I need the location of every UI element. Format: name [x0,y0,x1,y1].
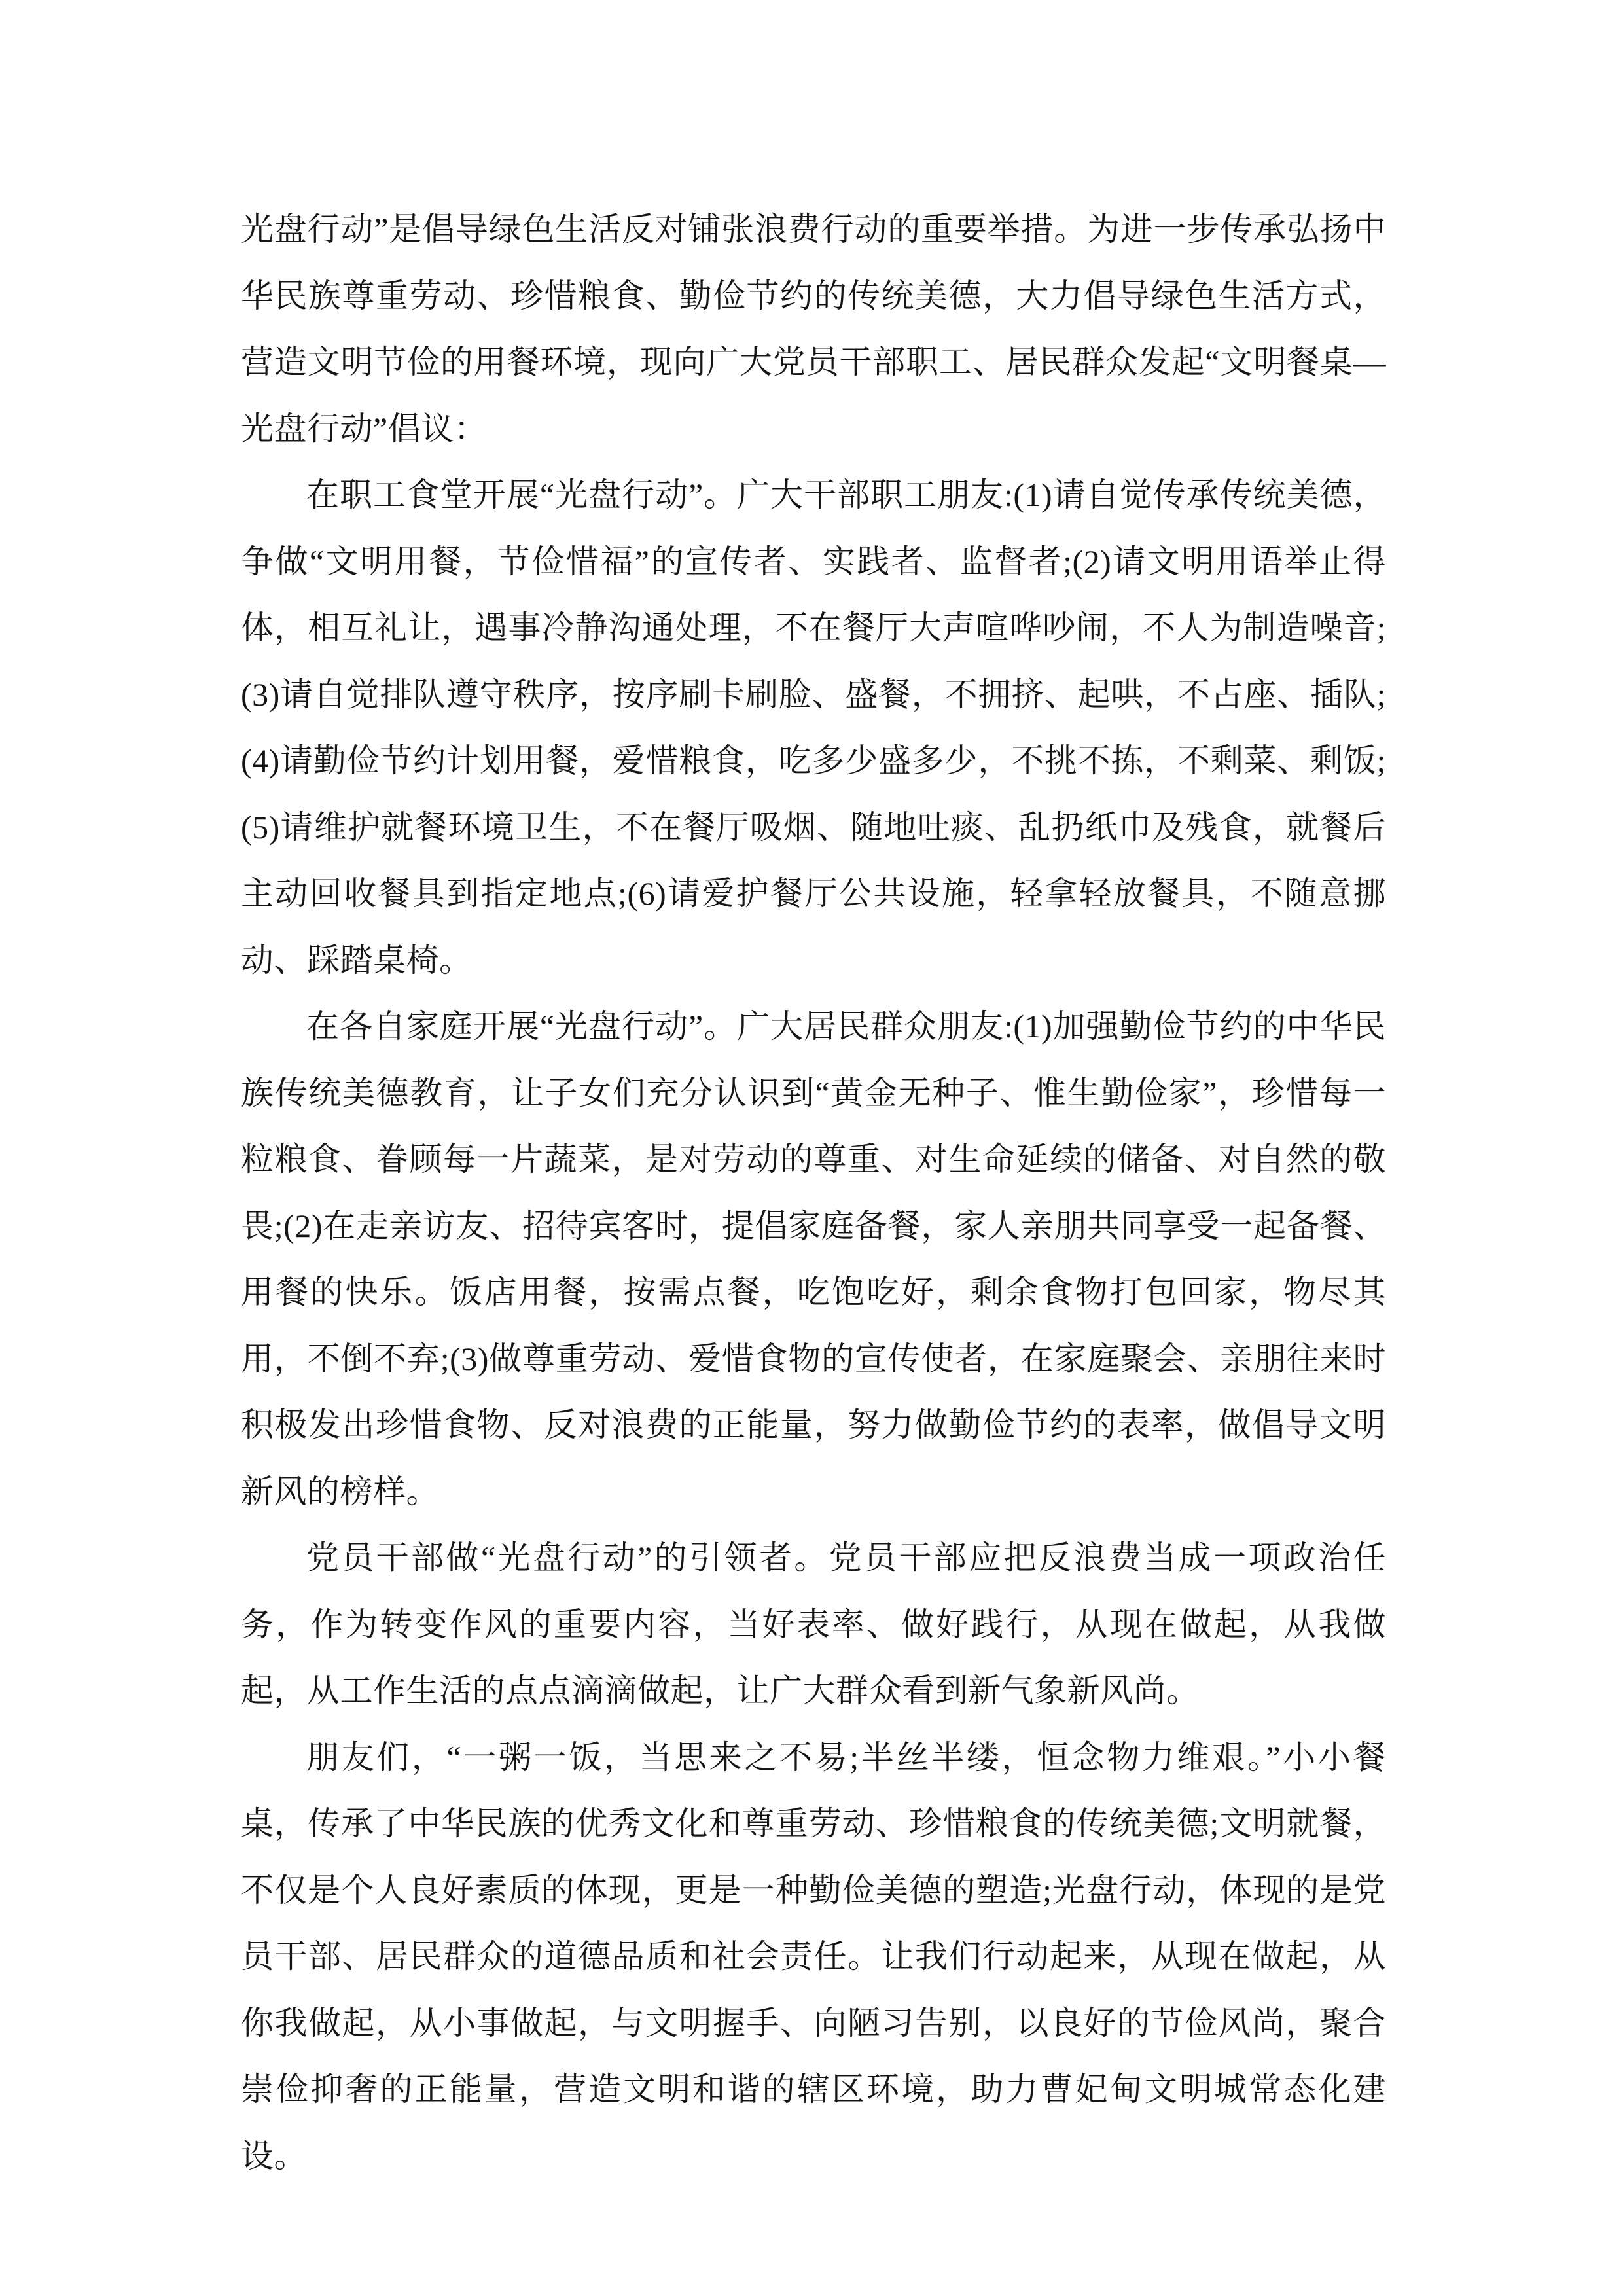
paragraph-closing: 朋友们，“一粥一饭，当思来之不易;半丝半缕，恒念物力维艰。”小小餐桌，传承了中华民族的优秀文化和尊重劳动、珍惜粮食的传统美德;文明就餐，不仅是个人良好素质的体现，更是一种勤俭美德的塑造;光盘行动，体现的是党员干部、居民群众的道德品质和社会责任。让我们行动起来，从现在做起，从你我做起，从小事做起，与文明握手、向陋习告别，以良好的节俭风尚，聚合崇俭抑奢的正能量，营造文明和谐的辖区环境，助力曹妃甸文明城常态化建设。 [241,1738,1386,2174]
paragraph-intro: 光盘行动”是倡导绿色生活反对铺张浪费行动的重要举措。为进一步传承弘扬中华民族尊重劳动、珍惜粮食、勤俭节约的传统美德，大力倡导绿色生活方式，营造文明节俭的用餐环境，现向广大党员干部职工、居民群众发起“文明餐桌—光盘行动”倡议： [241,211,1386,447]
paragraph-family-initiative: 在各自家庭开展“光盘行动”。广大居民群众朋友:(1)加强勤俭节约的中华民族传统美德教育，让子女们充分认识到“黄金无种子、惟生勤俭家”，珍惜每一粒粮食、眷顾每一片蔬菜，是对劳动的尊重、对生命延续的储备、对自然的敬畏;(2)在走亲访友、招待宾客时，提倡家庭备餐，家人亲朋共同享受一起备餐、用餐的快乐。饭店用餐，按需点餐，吃饱吃好，剩余食物打包回家，物尽其用，不倒不弃;(3)做尊重劳动、爱惜食物的宣传使者，在家庭聚会、亲朋往来时积极发出珍惜食物、反对浪费的正能量，努力做勤俭节约的表率，做倡导文明新风的榜样。 [241,1008,1386,1510]
paragraph-party-members: 党员干部做“光盘行动”的引领者。党员干部应把反浪费当成一项政治任务，作为转变作风的重要内容，当好表率、做好践行，从现在做起，从我做起，从工作生活的点点滴滴做起，让广大群众看到新气象新风尚。 [241,1539,1386,1709]
paragraph-canteen-initiative: 在职工食堂开展“光盘行动”。广大干部职工朋友:(1)请自觉传承传统美德，争做“文明用餐，节俭惜福”的宣传者、实践者、监督者;(2)请文明用语举止得体，相互礼让，遇事冷静沟通处理，不在餐厅大声喧哗吵闹，不人为制造噪音;(3)请自觉排队遵守秩序，按序刷卡刷脸、盛餐，不拥挤、起哄，不占座、插队;(4)请勤俭节约计划用餐，爱惜粮食，吃多少盛多少，不挑不拣，不剩菜、剩饭;(5)请维护就餐环境卫生，不在餐厅吸烟、随地吐痰、乱扔纸巾及残食，就餐后主动回收餐具到指定地点;(6)请爱护餐厅公共设施，轻拿轻放餐具，不随意挪动、踩踏桌椅。 [241,476,1386,978]
